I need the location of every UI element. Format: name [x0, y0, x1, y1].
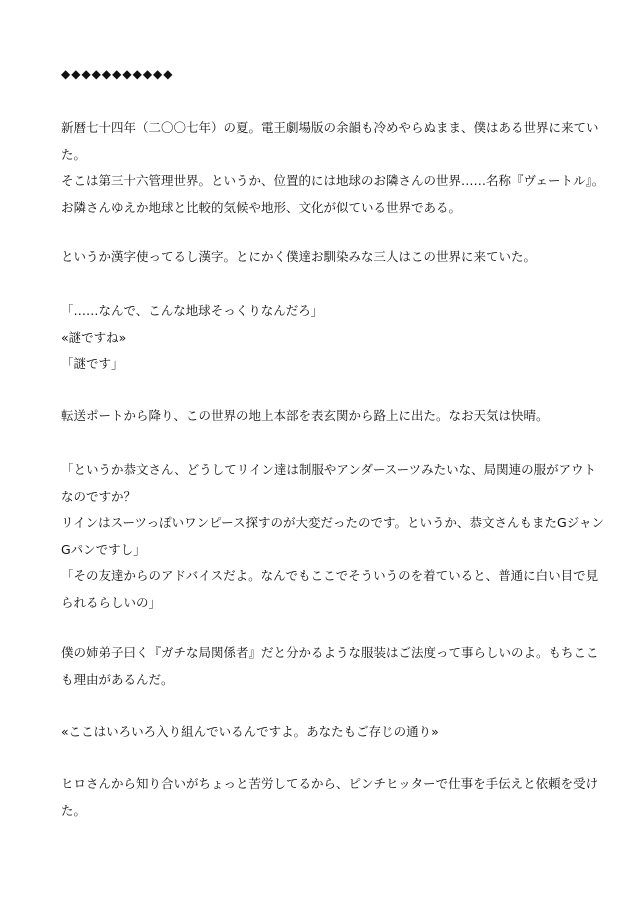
paragraph [61, 244, 581, 271]
text-line: も理由があるんだ。 [61, 671, 174, 687]
paragraph [61, 771, 599, 824]
dialogue-line: られるらしいの」 [61, 594, 162, 610]
text-line: というか漢字使ってるし漢字。とにかく僕達お馴染みな三人はこの世界に来ていた。 [61, 249, 537, 264]
dialogue-line: なのですか？ [61, 488, 137, 504]
text-line: た。 [61, 146, 87, 162]
paragraph [61, 115, 605, 221]
dialogue-block [61, 298, 581, 378]
text-line: そこは第三十六管理世界。というか、位置的には地球のお隣さんの世界……名称『ヴェートル』。 [61, 173, 605, 188]
dialogue-line: 「……なんで、こんな地球そっくりなんだろ」 [61, 303, 324, 318]
text-line: 僕の姉弟子曰く『ガチな局関係者』だと分かるような服装はご法度って事らしいのよ。もちここ [61, 645, 599, 660]
text-line: お隣さんゆえか地球と比較的気候や地形、文化が似ている世界である。 [61, 199, 462, 215]
dialogue-line: 「謎です」 [61, 356, 124, 371]
text-line: ヒロさんから知り合いがちょっと苦労してるから、ピンチヒッターで仕事を手伝えと依頼を受け [61, 776, 599, 791]
section-divider-ornament: ◆◆◆◆◆◆◆◆◆◆◆ [61, 67, 174, 81]
text-line: た。 [61, 802, 87, 818]
dialogue-line: 「その友達からのアドバイスだよ。なんでもここでそういうのを着ていると、普通に白い目で見 [61, 568, 599, 583]
text-line: 新暦七十四年（二〇〇七年）の夏。電王劇場版の余韻も冷めやらぬまま、僕はある世界に来てい [61, 120, 599, 135]
dialogue-line: Gパンですし」 [61, 541, 146, 557]
dialogue-line: 「というか恭文さん、どうしてリイン達は制服やアンダースーツみたいな、局関連の服がアウト [61, 462, 597, 477]
paragraph [61, 403, 581, 430]
paragraph [61, 640, 599, 693]
dialogue-line: リインはスーツっぽいワンピース探すのが大変だったのです。というか、恭文さんもまたGジャン [61, 515, 604, 530]
dialogue-line: «ここはいろいろ入り組んでいるんですよ。あなたもご存じの通り» [61, 724, 439, 739]
dialogue-block [61, 719, 581, 746]
text-line: 転送ポートから降り、この世界の地上本部を表玄関から路上に出た。なお天気は快晴。 [61, 408, 549, 423]
dialogue-block [61, 457, 604, 616]
dialogue-line: «謎ですね» [61, 329, 127, 345]
